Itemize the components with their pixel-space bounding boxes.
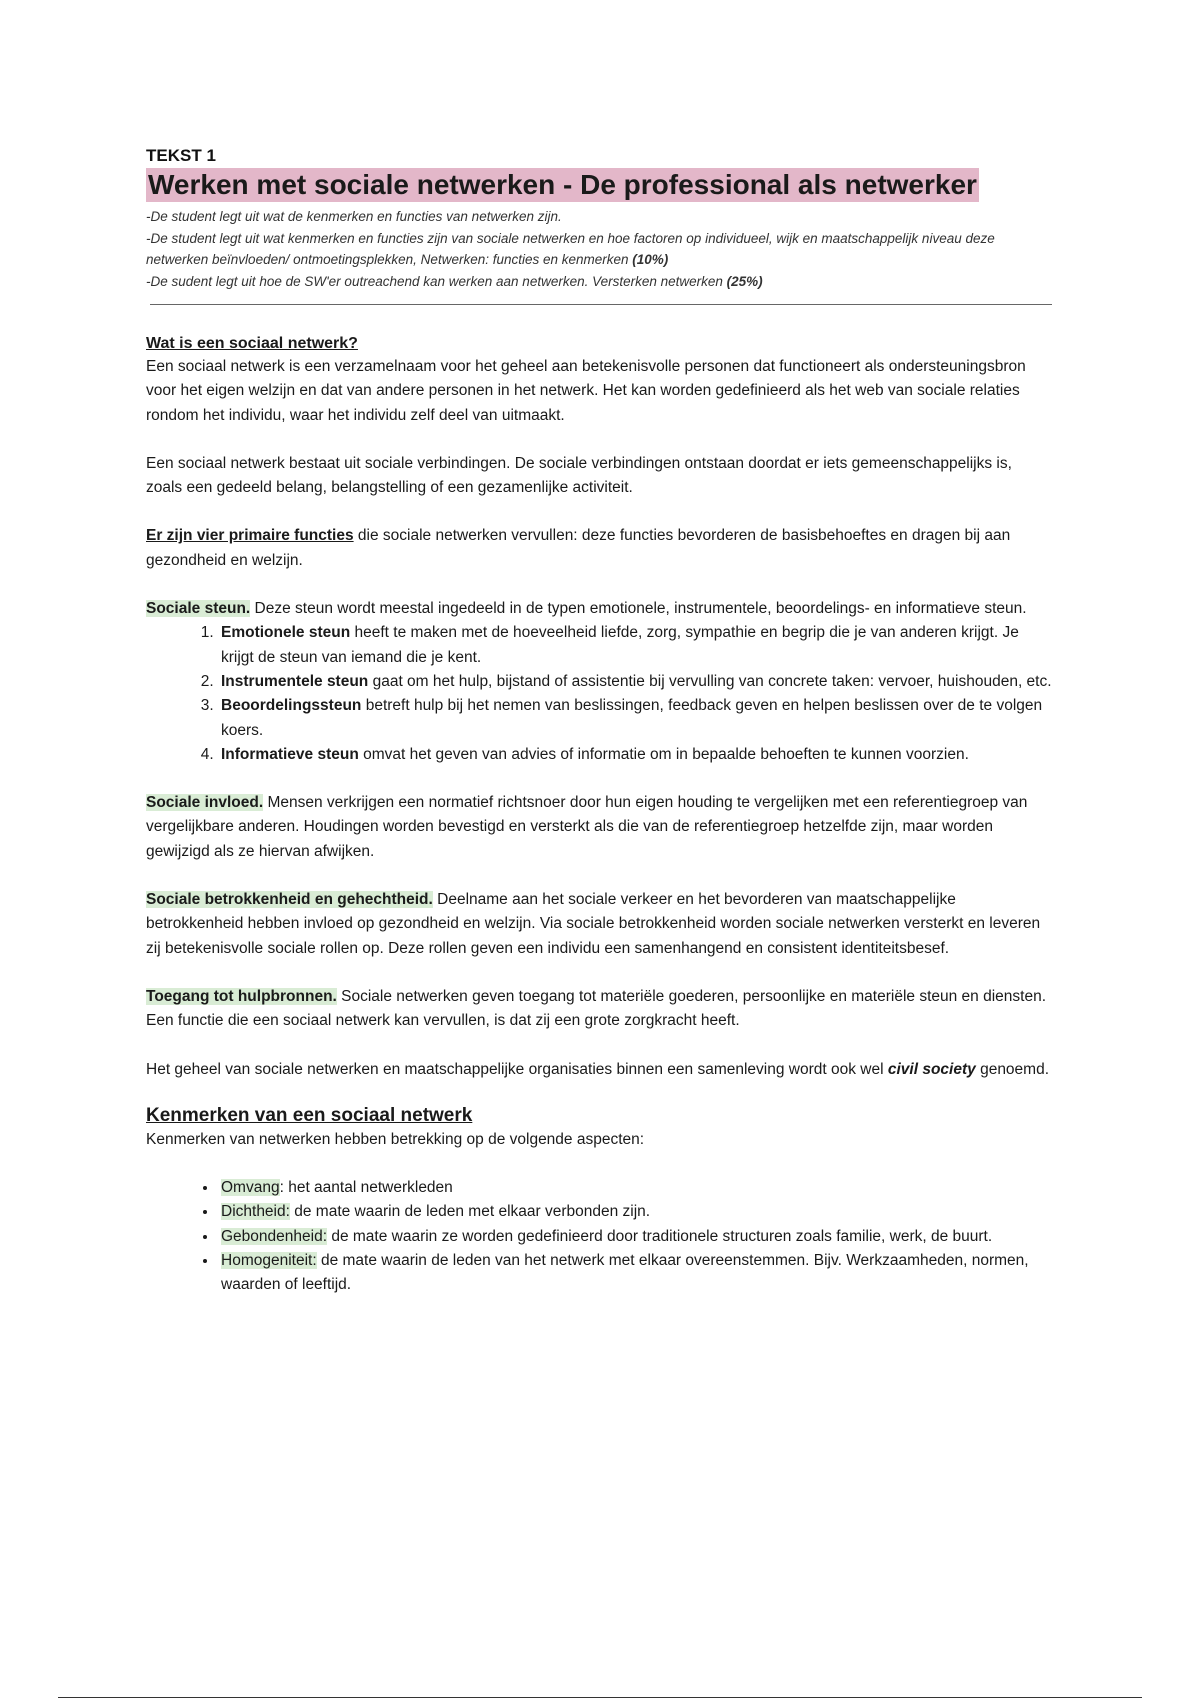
document-page — [146, 146, 1052, 1298]
underlined-lead: Er zijn vier primaire functies — [146, 527, 354, 545]
paragraph-betrokkenheid: Sociale betrokkenheid en gehechtheid. Deelname aan het sociale verkeer en het bevorderen van maatschappelijke betrokkenheid hebben invloed op gezondheid en welzijn. Via sociale betrokkenheid worden sociale netwerken versterkt en leveren zij betekenisvolle sociale rollen op. Deze rollen geven een individu een samenhangend en consistent identiteitsbesef. — [146, 891, 1041, 957]
highlighted-term: Sociale betrokkenheid en gehechtheid. — [146, 891, 433, 909]
paragraph: Er zijn vier primaire functies die sociale netwerken vervullen: deze functies bevorderen de basisbehoeftes en dragen bij aan gezondheid en welzijn. — [146, 527, 1011, 569]
paragraph: Een sociaal netwerk bestaat uit sociale verbindingen. De sociale verbindingen ontstaan doordat er iets gemeenschappelijks is, zoals een gedeeld belang, belangstelling of een gezamenlijke activiteit. — [146, 454, 1012, 497]
characteristics-list — [146, 1176, 1052, 1297]
section-heading: Kenmerken van een sociaal netwerk — [146, 1104, 473, 1126]
highlighted-term: Gebondenheid: — [221, 1227, 328, 1245]
list-item: • Dichtheid: de mate waarin de leden met elkaar verbonden zijn. — [218, 1200, 1052, 1224]
list-item: • Gebondenheid: de mate waarin ze worden gedefinieerd door traditionele structuren zoals familie, werk, de buurt. — [218, 1225, 1052, 1249]
italic-term: civil society — [887, 1060, 976, 1078]
page-title: Werken met sociale netwerken - De professional als netwerker — [148, 169, 977, 200]
highlighted-term: Sociale invloed. — [146, 794, 264, 812]
text-label: TEKST 1 — [146, 146, 216, 165]
paragraph-hulpbronnen: Toegang tot hulpbronnen. Sociale netwerken geven toegang tot materiële goederen, persoonlijke en materiële steun en diensten. Een functie die een sociaal netwerk kan vervullen, is dat zij een grote zorgkracht heeft. — [146, 987, 1046, 1030]
highlighted-term: Omvang — [221, 1179, 280, 1197]
divider — [150, 304, 1052, 305]
paragraph-sociale-steun: Sociale steun. Deze steun wordt meestal ingedeeld in de typen emotionele, instrumentele, beoordelings- en informatieve steun. — [146, 600, 1027, 618]
highlighted-term: Sociale steun. — [146, 600, 251, 618]
list-item: 1. Emotionele steun heeft te maken met de hoeveelheid liefde, zorg, sympathie en begrip die je van anderen krijgt. Je krijgt de steun van iemand die je kent. — [218, 621, 1052, 670]
objective-line: -De sudent legt uit hoe de SW'er outreachend kan werken aan netwerken. Versterken netwerken (25%) — [146, 273, 763, 289]
list-item: • Homogeniteit: de mate waarin de leden van het netwerk met elkaar overeenstemmen. Bijv. Werkzaamheden, normen, waarden of leeftijd. — [218, 1249, 1052, 1298]
page-bottom-rule — [58, 1697, 1142, 1698]
paragraph-civil-society: Het geheel van sociale netwerken en maatschappelijke organisaties binnen een samenleving wordt ook wel civil society genoemd. — [146, 1060, 1050, 1078]
highlighted-term: Dichtheid: — [221, 1203, 290, 1221]
highlighted-term: Toegang tot hulpbronnen. — [146, 987, 337, 1005]
highlighted-term: Homogeniteit: — [221, 1252, 317, 1270]
list-item: 4. Informatieve steun omvat het geven van advies of informatie om in bepaalde behoeften te kunnen voorzien. — [218, 743, 1052, 767]
list-item: 2. Instrumentele steun gaat om het hulp, bijstand of assistentie bij vervulling van concrete taken: vervoer, huishouden, etc. — [218, 670, 1052, 694]
support-types-list — [146, 621, 1052, 767]
paragraph: Kenmerken van netwerken hebben betrekking op de volgende aspecten: — [146, 1130, 645, 1148]
paragraph: Een sociaal netwerk is een verzamelnaam voor het geheel aan betekenisvolle personen dat functioneert als ondersteuningsbron voor het eigen welzijn en dat van andere personen in het netwerk. Het kan worden gedefinieerd als het web van sociale relaties rondom het individu, waar het individu zelf deel van uitmaakt. — [146, 358, 1026, 424]
list-item: • Omvang: het aantal netwerkleden — [218, 1176, 1052, 1200]
list-item: 3. Beoordelingssteun betreft hulp bij het nemen van beslissingen, feedback geven en helpen beslissen over de te volgen koers. — [218, 694, 1052, 743]
paragraph-sociale-invloed: Sociale invloed. Mensen verkrijgen een normatief richtsnoer door hun eigen houding te vergelijken met een referentiegroep van vergelijkbare anderen. Houdingen worden bevestigd en versterkt als die van de referentiegroep hetzelfde zijn, maar worden gewijzigd als ze hiervan afwijken. — [146, 794, 1028, 860]
objective-line: -De student legt uit wat kenmerken en functies zijn van sociale netwerken en hoe factoren op individueel, wijk en maatschappelijk niveau deze netwerken beïnvloeden/ ontmoetingsplekken, Netwerken: functies en kenmerken (10%) — [146, 230, 995, 267]
learning-objectives — [146, 206, 1052, 292]
objective-line: -De student legt uit wat de kenmerken en functies van netwerken zijn. — [146, 209, 562, 224]
section-heading: Wat is een sociaal netwerk? — [146, 335, 358, 352]
